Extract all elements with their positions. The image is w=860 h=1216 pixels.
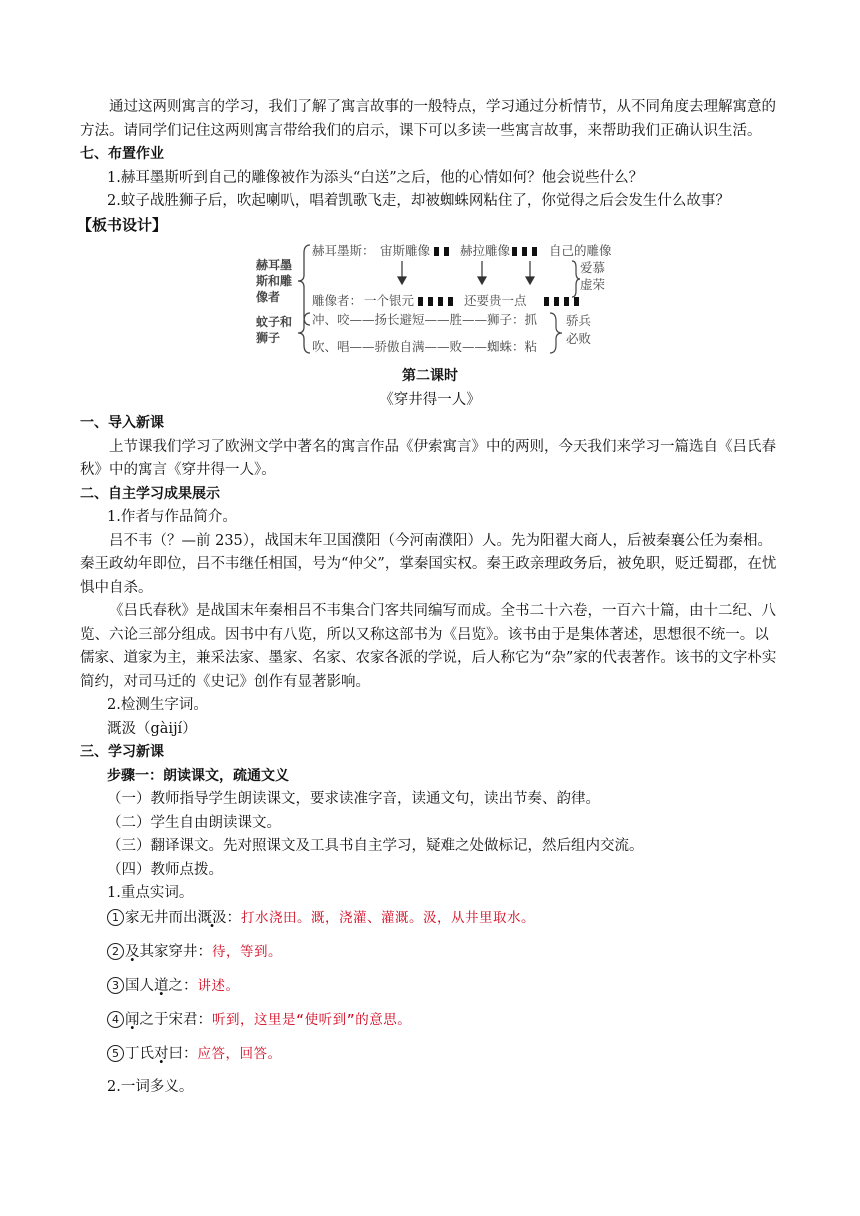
board-row1a-label: 赫耳墨斯： xyxy=(312,243,375,258)
keyword-item xyxy=(80,974,780,999)
board-row2b: 吹、唱——骄傲自满——败——蜘蛛：粘 xyxy=(312,339,538,354)
keyword-dotted: 溉汲 xyxy=(197,909,227,926)
keyword-item xyxy=(80,1042,780,1067)
keyword-item xyxy=(80,1008,780,1033)
board-row1b-p1: 一个银元 xyxy=(364,293,415,308)
keyword-pre: 国人 xyxy=(125,977,154,994)
number-2-icon: 2 xyxy=(107,943,124,960)
section3-heading: 三、学习新课 xyxy=(80,744,164,760)
board-left1-line3: 像者 xyxy=(256,290,281,304)
keyword-answer: 应答，回答。 xyxy=(197,1045,282,1062)
homework-heading: 七、布置作业 xyxy=(80,146,164,162)
keywords-heading: 1.重点实词。 xyxy=(107,885,194,901)
keyword-pre: 丁氏 xyxy=(125,1045,154,1062)
right-brace-2 xyxy=(550,313,562,353)
board-right1-line2: 虚荣 xyxy=(580,277,606,292)
keyword-answer: 讲述。 xyxy=(197,977,240,994)
number-1-icon: 1 xyxy=(107,909,124,926)
keyword-dotted: 道 xyxy=(154,977,169,994)
step-s1: （一）教师指导学生朗读课文，要求读准字音，读通文句，读出节奏、韵律。 xyxy=(107,791,600,807)
section1-paragraph: 上节课我们学习了欧洲文学中著名的寓言作品《伊索寓言》中的两则，今天我们来学习一篇选自《吕氏春秋》中的寓言《穿井得一人》。 xyxy=(80,438,776,478)
keyword-answer: 打水浇田。溉，浇灌、灌溉。汲，从井里取水。 xyxy=(241,909,535,926)
keyword-answer: 待，等到。 xyxy=(212,943,282,960)
step-s4: （四）教师点拨。 xyxy=(107,861,223,878)
keyword-pre: 家无井而出 xyxy=(125,909,198,926)
board-row2a: 冲、咬——扬长避短——胜——狮子：抓 xyxy=(312,312,538,327)
board-left2-line2: 狮子 xyxy=(256,331,281,345)
number-5-icon: 5 xyxy=(107,1045,124,1062)
section2-item2: 2.检测生字词。 xyxy=(107,697,208,713)
new-word: 溉汲（gàijí） xyxy=(107,720,197,737)
author-paragraph: 吕不韦（？—前 235），战国末年卫国濮阳（今河南濮阳）人。先为阳翟大商人，后被秦襄公任为秦相。秦王政幼年即位，吕不韦继任相国，号为“仲父”，掌秦国实权。秦王政亲理政务后，被免职，贬迁蜀郡，在忧惧中自杀。 xyxy=(80,532,777,596)
polysemy-heading: 2.一词多义。 xyxy=(107,1078,194,1095)
board-row1b-p2: 还要贵一点 xyxy=(464,293,527,308)
keyword-item xyxy=(80,906,780,931)
homework-question-1: 1.赫耳墨斯听到自己的雕像被作为添头“白送”之后，他的心情如何？他会说些什么？ xyxy=(107,169,644,186)
keyword-post: 其家穿井： xyxy=(139,943,212,960)
keyword-list xyxy=(80,906,780,1076)
board-diagram-svg xyxy=(254,239,694,361)
board-design-title: 【板书设计】 xyxy=(77,215,168,234)
keyword-post: 之： xyxy=(168,977,198,994)
board-arrows xyxy=(398,261,534,284)
keyword-dotted: 及 xyxy=(125,943,140,960)
homework-question-2: 2.蚊子战胜狮子后，吹起喇叭，唱着凯歌飞走，却被蜘蛛网粘住了，你觉得之后会发生什么故事？ xyxy=(107,193,730,209)
number-3-icon: 3 xyxy=(107,977,124,994)
keyword-answer: 听到，这里是“使听到”的意思。 xyxy=(212,1011,412,1028)
board-right2-line1: 骄兵 xyxy=(566,313,592,328)
lesson2-title: 第二课时 xyxy=(402,368,458,384)
board-left1-line2: 斯和雕 xyxy=(256,274,293,288)
keyword-post: 之于宋君： xyxy=(139,1011,212,1028)
section2-heading: 二、自主学习成果展示 xyxy=(80,485,220,502)
step-s3: （三）翻译课文。先对照课文及工具书自主学习，疑难之处做标记，然后组内交流。 xyxy=(107,838,644,854)
step1-heading: 步骤一：朗读课文，疏通文义 xyxy=(107,767,289,784)
board-right2-line2: 必败 xyxy=(566,331,592,346)
keyword-dotted: 闻 xyxy=(125,1011,140,1028)
keyword-post: 曰： xyxy=(168,1045,198,1062)
board-right1-line1: 爱慕 xyxy=(580,260,606,275)
board-diagram xyxy=(80,239,780,361)
board-row1a-p3: 自己的雕像 xyxy=(549,243,612,258)
keyword-dotted: 对 xyxy=(154,1045,169,1062)
board-row1b-label: 雕像者： xyxy=(312,293,363,308)
lesson2-subtitle: 《穿井得一人》 xyxy=(379,391,481,408)
summary-paragraph: 通过这两则寓言的学习，我们了解了寓言故事的一般特点，学习通过分析情节，从不同角度去理解寓意的方法。请同学们记住这两则寓言带给我们的启示，课下可以多读一些寓言故事，来帮助我们正确认识生活。 xyxy=(80,99,776,139)
left-brace-2 xyxy=(298,313,310,353)
board-row1a-p1: 宙斯雕像 xyxy=(380,243,431,258)
page-content xyxy=(77,96,780,1099)
book-paragraph: 《吕氏春秋》是战国末年秦相吕不韦集合门客共同编写而成。全书二十六卷，一百六十篇，由十二纪、八览、六论三部分组成。因书中有八览，所以又称这部书为《吕览》。该书由于是集体著述，思想很不统一。以儒家、道家为主，兼采法家、墨家、名家、农家各派的学说，后人称它为“杂”家的代表著作。该书的文字朴实简约，对司马迁的《史记》创作有显著影响。 xyxy=(80,603,777,690)
section1-heading: 一、导入新课 xyxy=(80,415,164,431)
section2-item1: 1.作者与作品简介。 xyxy=(107,509,237,525)
right-brace-1 xyxy=(572,261,580,297)
keyword-item xyxy=(80,940,780,965)
number-4-icon: 4 xyxy=(107,1011,124,1028)
board-left1-line1: 赫耳墨 xyxy=(256,258,293,272)
step-s2: （二）学生自由朗读课文。 xyxy=(107,814,281,831)
keyword-post: ： xyxy=(226,909,241,926)
board-left2-line1: 蚊子和 xyxy=(256,315,293,329)
board-row1a-p2: 赫拉雕像 xyxy=(460,243,511,258)
